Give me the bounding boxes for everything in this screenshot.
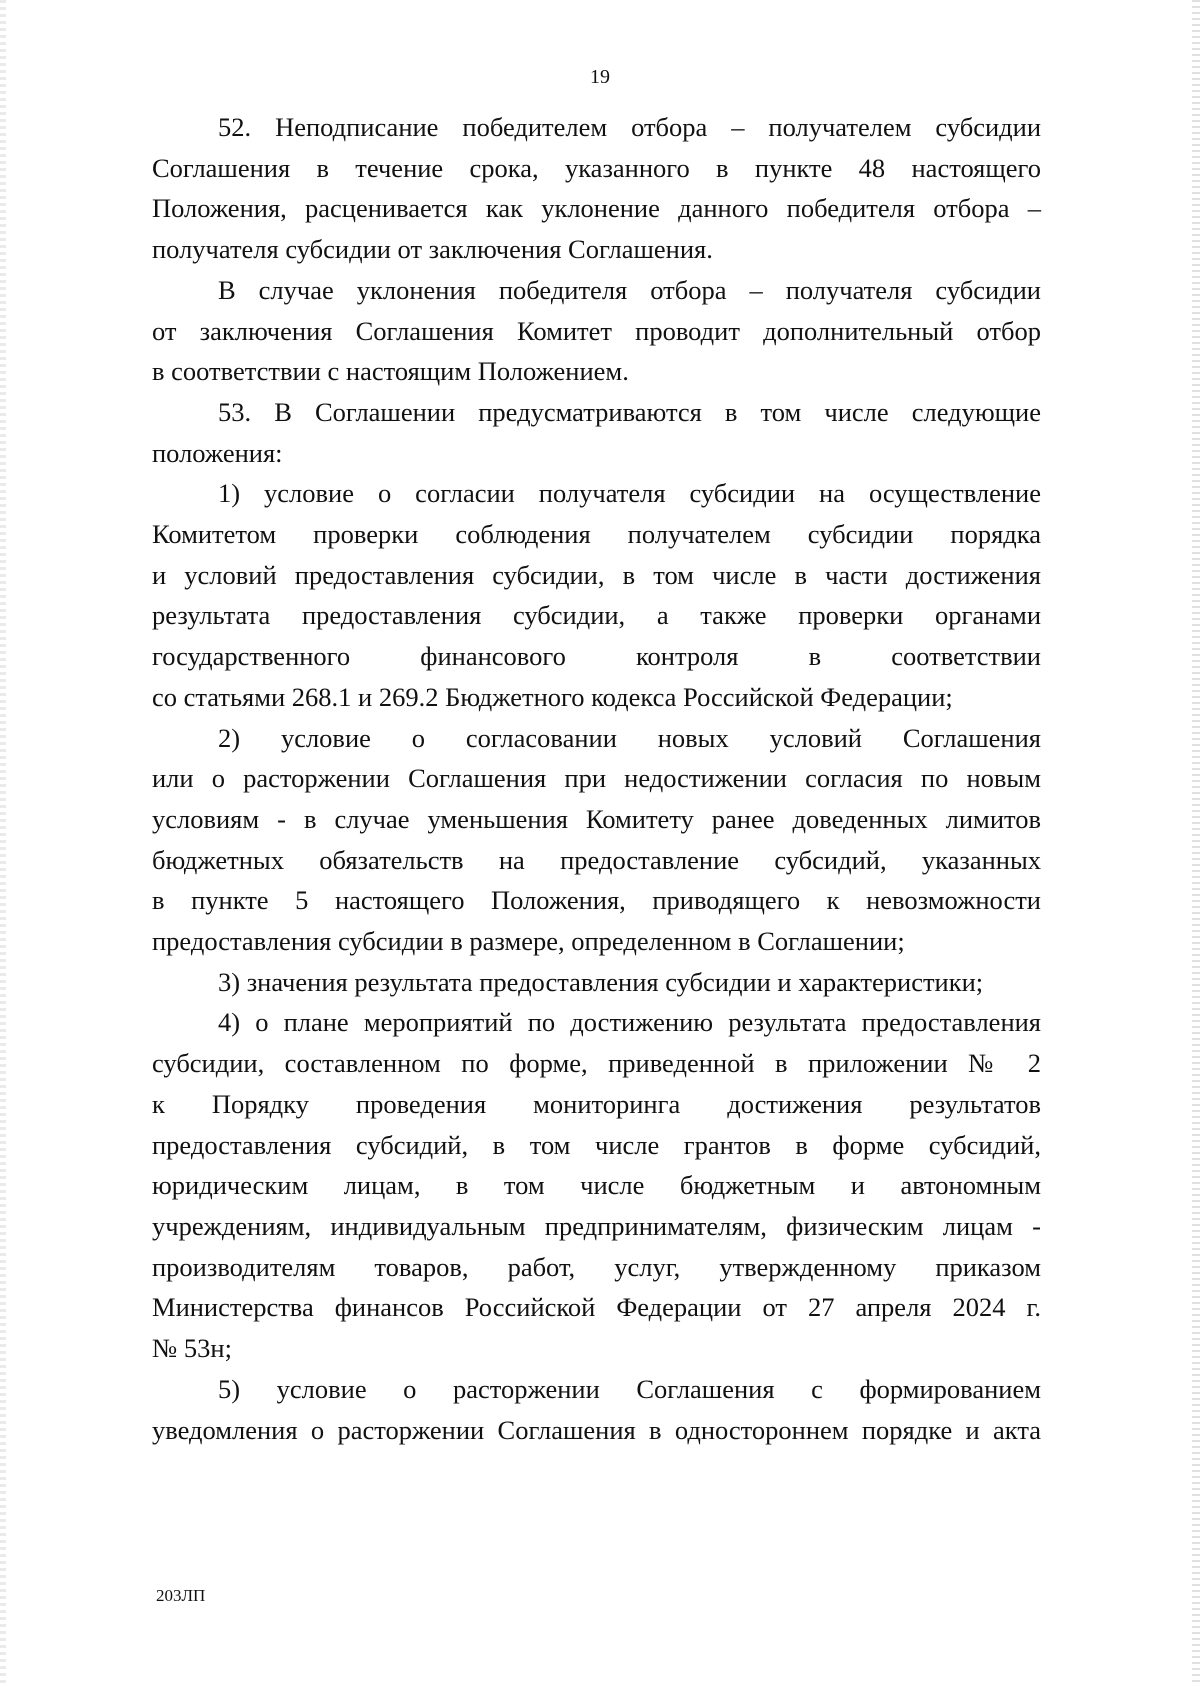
paragraph — [152, 107, 1041, 270]
text-line: 4) о плане мероприятий по достижению результата предоставления — [218, 1007, 1041, 1038]
paragraph — [152, 392, 1041, 473]
text-line: условиям - в случае уменьшения Комитету ранее доведенных лимитов — [152, 803, 1041, 834]
text-line: производителям товаров, работ, услуг, утвержденному приказом — [152, 1251, 1041, 1282]
text-line: уведомления о расторжении Соглашения в одностороннем порядке и акта — [152, 1414, 1041, 1445]
text-line: 5) условие о расторжении Соглашения с формированием — [218, 1373, 1041, 1404]
text-line: 1) условие о согласии получателя субсидии на осуществление — [218, 478, 1041, 509]
text-line: положения: — [152, 437, 283, 468]
text-line: и условий предоставления субсидии, в том числе в части достижения — [152, 559, 1041, 590]
text-line: в соответствии с настоящим Положением. — [152, 356, 629, 387]
text-line: предоставления субсидии в размере, определенном в Соглашении; — [152, 926, 905, 957]
text-line: предоставления субсидий, в том числе грантов в форме субсидий, — [152, 1129, 1041, 1160]
text-line: 3) значения результата предоставления субсидии и характеристики; — [218, 966, 984, 997]
paragraph — [152, 1369, 1041, 1450]
page-number: 19 — [590, 66, 610, 88]
text-line: от заключения Соглашения Комитет проводит дополнительный отбор — [152, 315, 1041, 346]
text-line: № 53н; — [152, 1333, 232, 1364]
text-line: 52. Неподписание победителем отбора – получателем субсидии — [218, 112, 1041, 142]
text-line: Министерства финансов Российской Федерации от 27 апреля 2024 г. — [152, 1292, 1041, 1323]
text-line: бюджетных обязательств на предоставление субсидий, указанных — [152, 844, 1041, 875]
text-line: субсидии, составленном по форме, приведенной в приложении № 2 — [152, 1048, 1041, 1079]
document-body — [152, 107, 1041, 1450]
text-line: или о расторжении Соглашения при недостижении согласия по новым — [152, 763, 1041, 794]
text-line: 2) условие о согласовании новых условий Соглашения — [218, 722, 1041, 753]
text-line: получателя субсидии от заключения Соглашения. — [152, 234, 713, 265]
text-line: юридическим лицам, в том числе бюджетным и автономным — [152, 1170, 1041, 1201]
text-line: В случае уклонения победителя отбора – получателя субсидии — [218, 274, 1041, 305]
text-line: со статьями 268.1 и 269.2 Бюджетного кодекса Российской Федерации; — [152, 681, 953, 712]
scan-edge-left — [0, 0, 6, 1686]
text-line: 53. В Соглашении предусматриваются в том числе следующие — [218, 396, 1041, 427]
text-line: к Порядку проведения мониторинга достижения результатов — [152, 1088, 1041, 1119]
footer-document-code: 203ЛП — [156, 1586, 206, 1605]
text-line: Положения, расценивается как уклонение данного победителя отбора – — [152, 193, 1041, 224]
text-line: Комитетом проверки соблюдения получателем субсидии порядка — [152, 519, 1041, 550]
text-line: Соглашения в течение срока, указанного в пункте 48 настоящего — [152, 152, 1041, 183]
text-line: государственного финансового контроля в соответствии — [152, 641, 1041, 672]
scan-edge-right — [1192, 0, 1200, 1686]
text-line: в пункте 5 настоящего Положения, приводящего к невозможности — [152, 885, 1041, 916]
text-line: учреждениям, индивидуальным предпринимателям, физическим лицам - — [152, 1210, 1041, 1241]
paragraph — [152, 1002, 1041, 1368]
text-line: результата предоставления субсидии, а также проверки органами — [152, 600, 1041, 631]
paragraph — [152, 962, 1041, 1003]
paragraph — [152, 473, 1041, 717]
paragraph — [152, 718, 1041, 962]
paragraph — [152, 270, 1041, 392]
